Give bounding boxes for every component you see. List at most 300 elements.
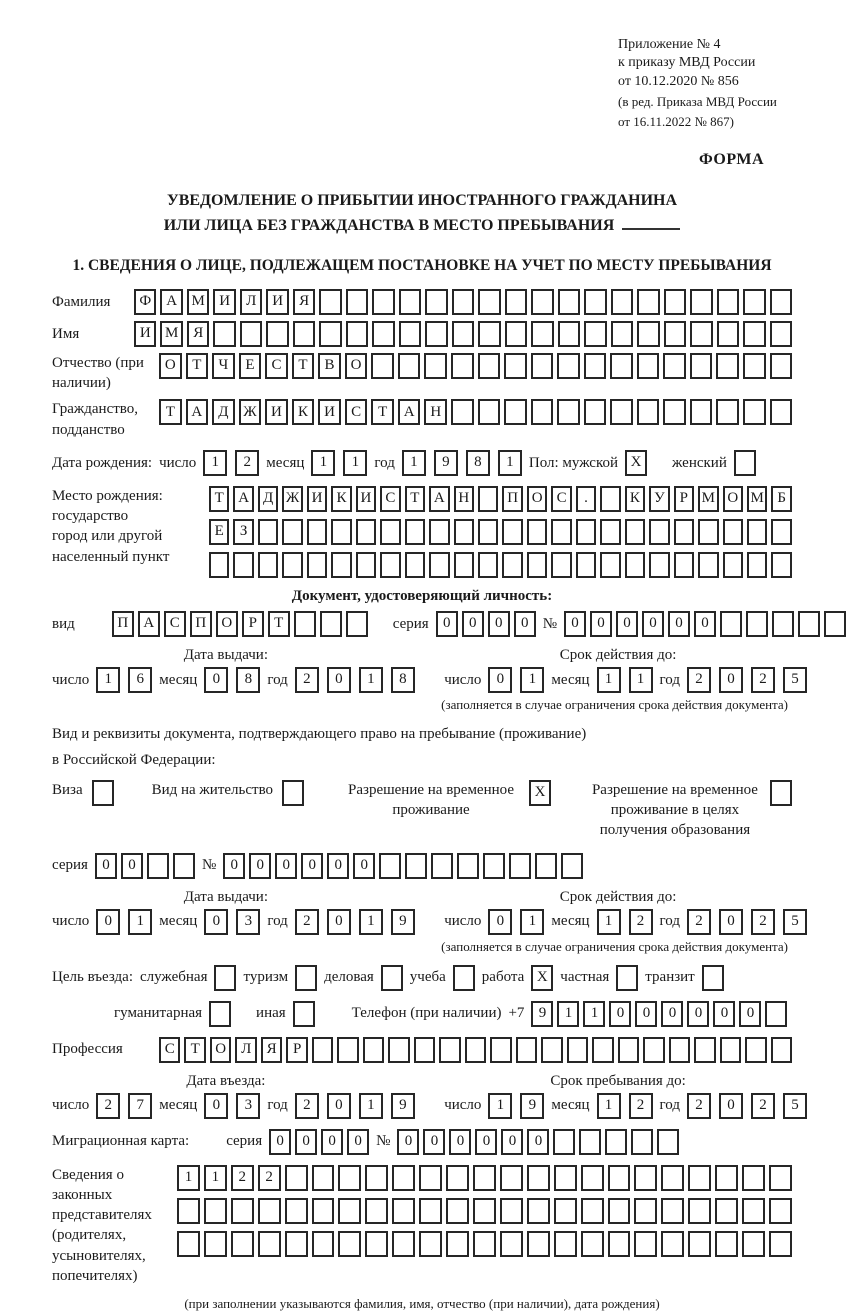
char-box[interactable] [419,1198,442,1224]
char-box[interactable]: О [723,486,743,512]
char-box[interactable] [405,853,427,879]
purpose-work-checkbox[interactable] [531,965,553,991]
char-box[interactable]: 2 [231,1165,254,1191]
char-box[interactable] [747,519,767,545]
char-box[interactable]: 1 [597,1093,621,1119]
char-box[interactable] [282,552,302,578]
char-box[interactable] [611,289,633,315]
char-box[interactable] [307,519,327,545]
char-box[interactable] [294,611,316,637]
char-box[interactable] [473,1231,496,1257]
char-box[interactable] [527,1198,550,1224]
char-box[interactable]: 2 [295,1093,319,1119]
char-box[interactable] [663,353,686,379]
char-box[interactable] [581,1231,604,1257]
char-box[interactable]: 0 [223,853,245,879]
char-box[interactable]: 0 [488,667,512,693]
char-box[interactable]: 0 [397,1129,419,1155]
char-box[interactable]: И [266,289,288,315]
char-box[interactable] [771,519,791,545]
char-box[interactable] [584,399,607,425]
char-box[interactable]: И [134,321,156,347]
char-box[interactable]: 0 [347,1129,369,1155]
char-box[interactable] [293,321,315,347]
char-box[interactable]: 5 [783,1093,807,1119]
char-box[interactable] [372,321,394,347]
char-box[interactable]: 5 [783,909,807,935]
char-box[interactable] [365,1165,388,1191]
char-box[interactable] [295,965,317,991]
char-box[interactable]: 1 [597,667,621,693]
char-box[interactable]: 0 [301,853,323,879]
char-box[interactable] [414,1037,435,1063]
char-box[interactable] [365,1231,388,1257]
char-box[interactable]: 9 [520,1093,544,1119]
char-box[interactable] [581,1165,604,1191]
char-box[interactable] [452,321,474,347]
char-box[interactable]: 1 [177,1165,200,1191]
char-box[interactable] [643,1037,664,1063]
purpose-other-checkbox[interactable] [293,1001,315,1027]
char-box[interactable]: 1 [402,450,426,476]
char-box[interactable] [618,1037,639,1063]
char-box[interactable] [664,289,686,315]
char-box[interactable]: 0 [204,667,228,693]
migration-card-number-field[interactable] [397,1129,679,1155]
char-box[interactable]: 1 [488,1093,512,1119]
char-box[interactable] [380,519,400,545]
char-box[interactable]: 1 [557,1001,579,1027]
residence-doc-number-field[interactable] [223,853,583,879]
purpose-private-checkbox[interactable] [616,965,638,991]
char-box[interactable] [698,519,718,545]
char-box[interactable] [770,399,793,425]
char-box[interactable] [392,1231,415,1257]
char-box[interactable] [716,353,739,379]
char-box[interactable] [771,552,791,578]
char-box[interactable]: 1 [498,450,522,476]
char-box[interactable] [605,1129,627,1155]
char-box[interactable]: И [265,399,288,425]
char-box[interactable]: Е [209,519,229,545]
char-box[interactable] [584,289,606,315]
char-box[interactable] [554,1198,577,1224]
char-box[interactable] [502,519,522,545]
char-box[interactable]: П [112,611,134,637]
birth-day-field[interactable] [203,450,259,476]
char-box[interactable]: Т [186,353,209,379]
char-box[interactable]: 0 [321,1129,343,1155]
char-box[interactable] [634,1165,657,1191]
given-name-field[interactable] [134,321,792,347]
char-box[interactable] [674,552,694,578]
char-box[interactable]: Л [235,1037,256,1063]
char-box[interactable] [554,1165,577,1191]
char-box[interactable]: Н [424,399,447,425]
sex-female-checkbox[interactable] [734,450,756,476]
char-box[interactable] [551,552,571,578]
char-box[interactable]: М [160,321,182,347]
char-box[interactable] [637,289,659,315]
char-box[interactable] [576,519,596,545]
char-box[interactable] [649,519,669,545]
char-box[interactable]: 9 [531,1001,553,1027]
char-box[interactable] [446,1198,469,1224]
birthplace-field-line3[interactable] [209,552,792,578]
char-box[interactable] [742,1165,765,1191]
purpose-official-checkbox[interactable] [214,965,236,991]
char-box[interactable] [371,353,394,379]
char-box[interactable] [419,1165,442,1191]
char-box[interactable]: З [233,519,253,545]
sex-male-checkbox[interactable] [625,450,647,476]
char-box[interactable]: В [318,353,341,379]
char-box[interactable]: 2 [235,450,259,476]
char-box[interactable] [611,321,633,347]
char-box[interactable] [610,353,633,379]
id-issue-day-field[interactable] [96,667,152,693]
id-issue-year-field[interactable] [295,667,415,693]
char-box[interactable]: 2 [687,909,711,935]
char-box[interactable] [446,1231,469,1257]
char-box[interactable] [557,399,580,425]
char-box[interactable] [765,1001,787,1027]
char-box[interactable] [307,552,327,578]
char-box[interactable] [661,1231,684,1257]
char-box[interactable] [331,552,351,578]
char-box[interactable] [745,1037,766,1063]
char-box[interactable]: Д [258,486,278,512]
char-box[interactable] [177,1231,200,1257]
char-box[interactable]: К [292,399,315,425]
char-box[interactable]: Ф [134,289,156,315]
char-box[interactable]: 1 [359,1093,383,1119]
char-box[interactable] [173,853,195,879]
char-box[interactable] [743,399,766,425]
char-box[interactable]: 0 [269,1129,291,1155]
profession-field[interactable] [159,1037,792,1063]
char-box[interactable]: Ж [239,399,262,425]
char-box[interactable] [446,1165,469,1191]
char-box[interactable] [584,353,607,379]
char-box[interactable]: А [429,486,449,512]
char-box[interactable] [209,552,229,578]
char-box[interactable] [625,552,645,578]
char-box[interactable] [478,353,501,379]
residence-issue-month-field[interactable] [204,909,260,935]
char-box[interactable] [688,1198,711,1224]
char-box[interactable] [338,1165,361,1191]
char-box[interactable] [734,450,756,476]
stay-day-field[interactable] [488,1093,544,1119]
residence-valid-day-field[interactable] [488,909,544,935]
char-box[interactable]: 0 [327,1093,351,1119]
char-box[interactable]: Л [240,289,262,315]
char-box[interactable] [392,1165,415,1191]
char-box[interactable]: 2 [258,1165,281,1191]
char-box[interactable]: Т [159,399,182,425]
char-box[interactable] [576,552,596,578]
char-box[interactable]: Р [286,1037,307,1063]
char-box[interactable] [500,1198,523,1224]
char-box[interactable]: 0 [609,1001,631,1027]
char-box[interactable] [637,353,660,379]
char-box[interactable] [214,965,236,991]
char-box[interactable] [610,399,633,425]
stay-year-field[interactable] [687,1093,807,1119]
char-box[interactable] [743,353,766,379]
citizenship-field[interactable] [159,399,792,425]
char-box[interactable] [625,519,645,545]
char-box[interactable] [669,1037,690,1063]
char-box[interactable] [478,289,500,315]
char-box[interactable] [399,289,421,315]
char-box[interactable]: 0 [95,853,117,879]
char-box[interactable]: 0 [327,853,349,879]
char-box[interactable]: О [216,611,238,637]
char-box[interactable] [454,552,474,578]
char-box[interactable]: Я [293,289,315,315]
char-box[interactable]: 0 [635,1001,657,1027]
char-box[interactable]: 0 [475,1129,497,1155]
char-box[interactable]: 0 [204,1093,228,1119]
char-box[interactable] [616,965,638,991]
char-box[interactable] [429,552,449,578]
char-box[interactable] [608,1165,631,1191]
char-box[interactable] [505,321,527,347]
char-box[interactable] [504,399,527,425]
char-box[interactable]: 2 [687,1093,711,1119]
char-box[interactable]: И [307,486,327,512]
char-box[interactable] [177,1198,200,1224]
char-box[interactable] [661,1165,684,1191]
char-box[interactable]: 1 [583,1001,605,1027]
char-box[interactable] [688,1165,711,1191]
char-box[interactable]: Ж [282,486,302,512]
char-box[interactable] [392,1198,415,1224]
char-box[interactable] [769,1198,792,1224]
char-box[interactable]: 0 [719,909,743,935]
char-box[interactable]: 2 [629,1093,653,1119]
char-box[interactable] [319,321,341,347]
char-box[interactable]: 2 [751,667,775,693]
char-box[interactable] [431,853,453,879]
char-box[interactable]: Ч [212,353,235,379]
purpose-business-checkbox[interactable] [381,965,403,991]
char-box[interactable]: О [210,1037,231,1063]
char-box[interactable] [516,1037,537,1063]
char-box[interactable] [747,552,767,578]
char-box[interactable]: А [138,611,160,637]
char-box[interactable] [634,1198,657,1224]
stay-month-field[interactable] [597,1093,653,1119]
char-box[interactable]: М [698,486,718,512]
char-box[interactable]: 0 [719,667,743,693]
char-box[interactable]: М [747,486,767,512]
char-box[interactable] [581,1198,604,1224]
char-box[interactable] [425,321,447,347]
char-box[interactable] [531,289,553,315]
char-box[interactable] [365,1198,388,1224]
id-valid-day-field[interactable] [488,667,544,693]
char-box[interactable] [694,1037,715,1063]
purpose-humanitarian-checkbox[interactable] [209,1001,231,1027]
char-box[interactable]: С [345,399,368,425]
char-box[interactable]: 1 [359,667,383,693]
char-box[interactable]: 0 [564,611,586,637]
char-box[interactable] [690,353,713,379]
char-box[interactable]: 0 [96,909,120,935]
char-box[interactable] [282,519,302,545]
residence-valid-year-field[interactable] [687,909,807,935]
char-box[interactable]: 0 [527,1129,549,1155]
char-box[interactable] [379,853,401,879]
birthplace-field-line1[interactable] [209,486,792,512]
char-box[interactable]: 1 [629,667,653,693]
birthplace-field-line2[interactable] [209,519,792,545]
char-box[interactable]: Т [371,399,394,425]
char-box[interactable] [608,1231,631,1257]
char-box[interactable] [338,1231,361,1257]
char-box[interactable] [600,552,620,578]
char-box[interactable] [451,399,474,425]
purpose-tourism-checkbox[interactable] [295,965,317,991]
char-box[interactable] [715,1198,738,1224]
char-box[interactable] [338,1198,361,1224]
id-valid-month-field[interactable] [597,667,653,693]
char-box[interactable] [720,611,742,637]
char-box[interactable] [452,289,474,315]
char-box[interactable]: 1 [96,667,120,693]
char-box[interactable] [258,552,278,578]
char-box[interactable]: 0 [449,1129,471,1155]
char-box[interactable] [723,552,743,578]
char-box[interactable]: Р [674,486,694,512]
char-box[interactable]: 1 [520,667,544,693]
char-box[interactable] [429,519,449,545]
char-box[interactable] [92,780,114,806]
char-box[interactable]: О [159,353,182,379]
char-box[interactable] [312,1037,333,1063]
char-box[interactable] [509,853,531,879]
char-box[interactable] [634,1231,657,1257]
char-box[interactable] [478,552,498,578]
char-box[interactable] [551,519,571,545]
id-valid-year-field[interactable] [687,667,807,693]
char-box[interactable]: 0 [327,909,351,935]
char-box[interactable]: 0 [204,909,228,935]
char-box[interactable] [769,1165,792,1191]
char-box[interactable] [649,552,669,578]
char-box[interactable]: 1 [520,909,544,935]
char-box[interactable] [723,519,743,545]
char-box[interactable]: 0 [739,1001,761,1027]
char-box[interactable]: И [356,486,376,512]
char-box[interactable] [527,519,547,545]
char-box[interactable]: 0 [687,1001,709,1027]
char-box[interactable] [424,353,447,379]
char-box[interactable] [553,1129,575,1155]
char-box[interactable] [478,519,498,545]
char-box[interactable] [346,611,368,637]
char-box[interactable] [527,552,547,578]
char-box[interactable]: А [186,399,209,425]
legal-reps-field-line3[interactable] [177,1231,792,1257]
char-box[interactable] [337,1037,358,1063]
char-box[interactable] [717,321,739,347]
char-box[interactable] [319,289,341,315]
char-box[interactable] [380,552,400,578]
residence-issue-day-field[interactable] [96,909,152,935]
char-box[interactable] [483,853,505,879]
char-box[interactable]: К [331,486,351,512]
char-box[interactable]: 2 [295,909,319,935]
temp-residence-checkbox[interactable] [529,780,551,806]
char-box[interactable] [743,289,765,315]
char-box[interactable]: 3 [236,1093,260,1119]
char-box[interactable] [637,321,659,347]
char-box[interactable]: 0 [713,1001,735,1027]
char-box[interactable] [312,1165,335,1191]
char-box[interactable] [209,1001,231,1027]
char-box[interactable] [690,289,712,315]
char-box[interactable]: 7 [128,1093,152,1119]
char-box[interactable] [465,1037,486,1063]
char-box[interactable] [457,853,479,879]
char-box[interactable] [720,1037,741,1063]
char-box[interactable] [561,853,583,879]
char-box[interactable] [769,1231,792,1257]
char-box[interactable] [473,1198,496,1224]
char-box[interactable]: Т [405,486,425,512]
char-box[interactable] [688,1231,711,1257]
char-box[interactable]: X [625,450,647,476]
char-box[interactable] [204,1198,227,1224]
char-box[interactable] [567,1037,588,1063]
char-box[interactable] [500,1165,523,1191]
residence-valid-month-field[interactable] [597,909,653,935]
id-number-field[interactable] [564,611,846,637]
char-box[interactable] [717,289,739,315]
char-box[interactable] [293,1001,315,1027]
char-box[interactable]: 0 [121,853,143,879]
char-box[interactable] [478,486,498,512]
char-box[interactable] [398,353,421,379]
char-box[interactable] [746,611,768,637]
char-box[interactable] [664,321,686,347]
char-box[interactable]: Т [292,353,315,379]
char-box[interactable] [772,611,794,637]
char-box[interactable] [399,321,421,347]
char-box[interactable] [258,1231,281,1257]
char-box[interactable]: 0 [642,611,664,637]
char-box[interactable]: Т [268,611,290,637]
char-box[interactable]: 0 [719,1093,743,1119]
char-box[interactable] [282,780,304,806]
char-box[interactable]: 1 [204,1165,227,1191]
char-box[interactable] [527,1231,550,1257]
migration-card-series-field[interactable] [269,1129,369,1155]
char-box[interactable]: 8 [466,450,490,476]
char-box[interactable] [743,321,765,347]
char-box[interactable] [690,399,713,425]
char-box[interactable] [147,853,169,879]
char-box[interactable]: 0 [295,1129,317,1155]
char-box[interactable] [541,1037,562,1063]
char-box[interactable] [363,1037,384,1063]
char-box[interactable]: Е [239,353,262,379]
char-box[interactable] [439,1037,460,1063]
